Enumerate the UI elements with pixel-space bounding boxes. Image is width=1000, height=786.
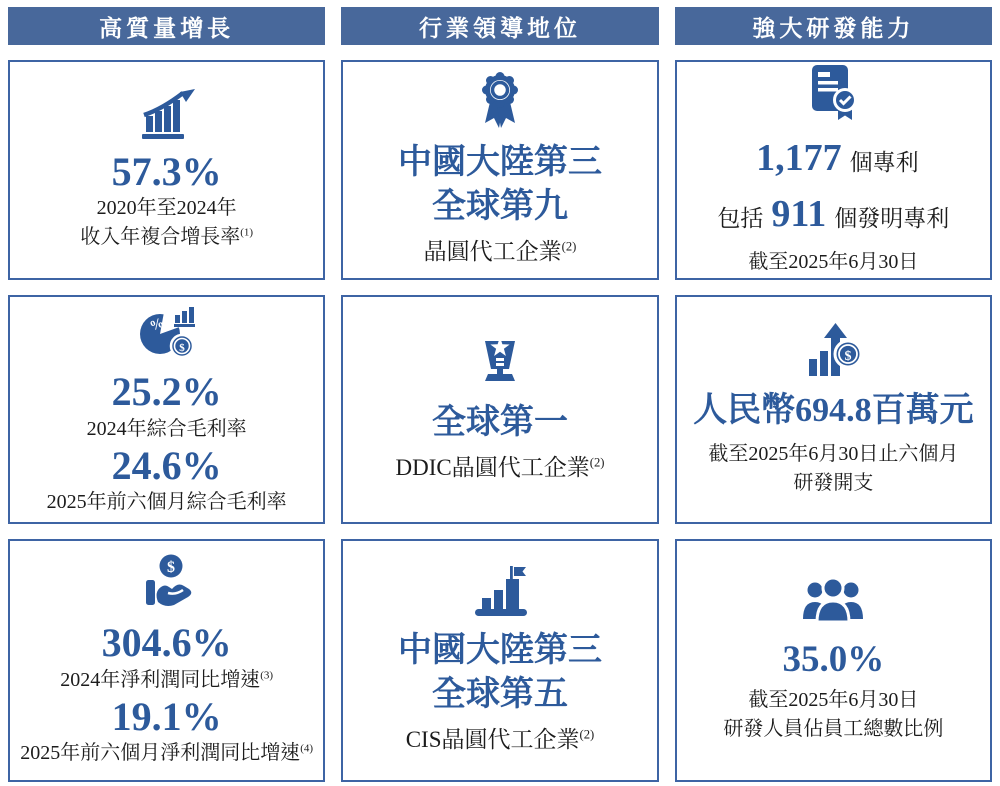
svg-text:$: $ (178, 341, 185, 354)
stat-caption: 2025年前六個月淨利潤同比增速$^{(4)}$ (20, 742, 314, 765)
column-header-label: 行業領導地位 (418, 15, 581, 41)
stat-caption: 研發人員佔員工總數比例 (723, 718, 944, 741)
stat-value: 911 (771, 192, 827, 235)
stat-line (717, 190, 949, 239)
column-header-rd (675, 7, 992, 45)
card-ddic-ranking (341, 295, 658, 524)
stat-value: 25.2% (111, 368, 222, 414)
stat-caption: 2024年綜合毛利率 (86, 417, 247, 440)
stat-value: 24.6% (111, 442, 222, 488)
trophy-icon (475, 333, 525, 391)
certificate-check-icon (804, 63, 862, 121)
footnote-ref: (2) (579, 727, 595, 742)
stat-suffix: 個專利 (849, 150, 919, 176)
stat-prefix: 包括 (717, 205, 764, 231)
ranking-title: 全球第九 (431, 187, 568, 225)
stat-caption: 2024年淨利潤同比增速$^{(3)}$ (60, 668, 274, 691)
ranking-title: 全球第五 (431, 676, 568, 714)
column-header-growth (8, 7, 325, 45)
card-rd-expense (675, 295, 992, 524)
stat-value: 人民幣694.8百萬元 (693, 392, 974, 430)
stat-value: 19.1% (111, 693, 222, 739)
footnote-ref: (4) (300, 742, 314, 755)
stat-caption: 截至2025年6月30日 (748, 689, 919, 712)
ranking-caption: 晶圓代工企業$^{(2)}$ (423, 238, 577, 264)
card-cis-ranking (341, 539, 658, 782)
flag-chart-icon (469, 563, 531, 619)
stat-caption: 收入年複合增長率$^{(1)}$ (80, 226, 254, 249)
stat-caption: 研發開支 (793, 471, 874, 494)
footnote-ref: (1) (240, 226, 254, 239)
ranking-title: 中國大陸第三 (397, 143, 602, 181)
svg-text:$: $ (844, 349, 852, 365)
ranking-title: 全球第一 (431, 404, 568, 442)
stat-line (748, 134, 919, 183)
pie-dollar-icon (135, 302, 199, 360)
stat-value: 1,177 (756, 137, 842, 180)
footnote-ref: (2) (561, 239, 577, 254)
card-net-profit-growth (8, 539, 325, 782)
stat-value: 57.3% (111, 148, 222, 194)
stat-suffix: 個發明專利 (834, 205, 950, 231)
medal-icon (474, 71, 526, 131)
svg-text:%: % (147, 315, 167, 335)
footnote-ref: (2) (589, 455, 605, 470)
ranking-caption: CIS晶圓代工企業$^{(2)}$ (405, 727, 595, 753)
column-header-label: 強大研發能力 (752, 15, 915, 41)
stat-value: 35.0% (782, 638, 885, 680)
card-gross-margin (8, 295, 325, 524)
card-revenue-cagr (8, 60, 325, 280)
card-rd-staff-ratio (675, 539, 992, 782)
hand-coin-icon (138, 553, 196, 611)
ranking-caption: DDIC晶圓代工企業$^{(2)}$ (395, 455, 605, 481)
stat-caption: 2025年前六個月綜合毛利率 (46, 491, 287, 514)
ranking-title: 中國大陸第三 (397, 632, 602, 670)
column-header-leadership (341, 7, 658, 45)
growth-chart-icon (136, 88, 198, 140)
card-foundry-ranking (341, 60, 658, 280)
svg-text:$: $ (166, 558, 175, 576)
column-header-label: 高質量增長 (99, 15, 235, 41)
footnote-ref: (3) (260, 668, 274, 681)
people-group-icon (800, 577, 866, 629)
stat-value: 304.6% (101, 619, 232, 665)
bars-arrow-coin-icon (801, 321, 865, 379)
stat-caption: 截至2025年6月30日止六個月 (708, 442, 959, 465)
card-patents (675, 60, 992, 280)
stat-caption: 截至2025年6月30日 (748, 250, 919, 273)
stat-caption: 2020年至2024年 (96, 197, 237, 220)
